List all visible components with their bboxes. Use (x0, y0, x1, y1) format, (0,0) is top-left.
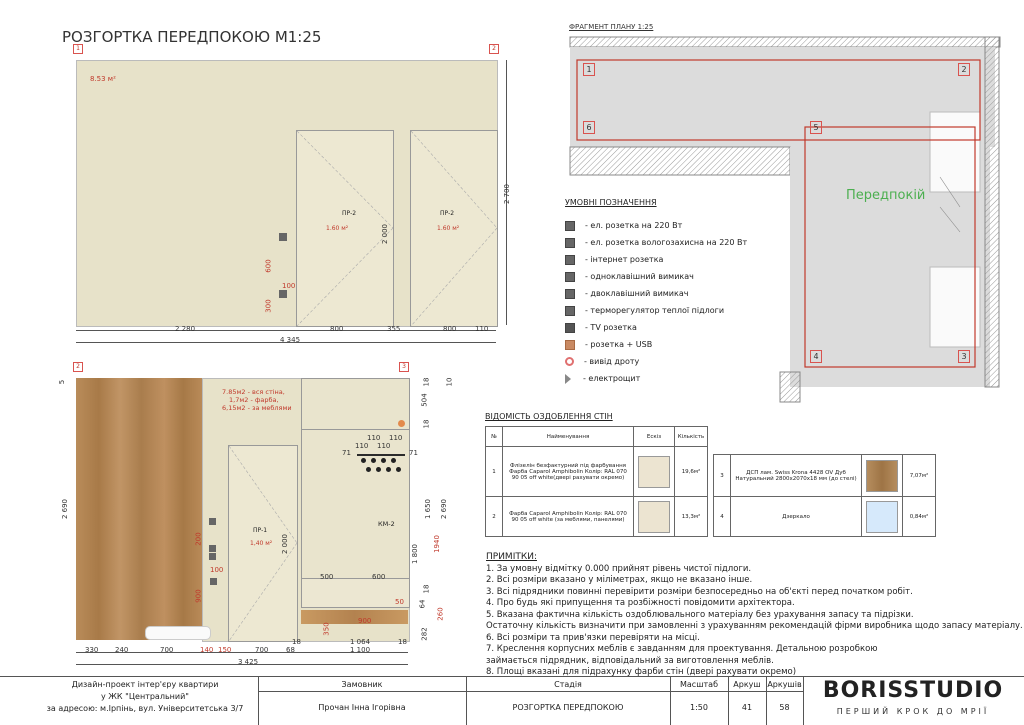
dim-200: 200 (194, 532, 203, 546)
switch-icon (279, 290, 287, 298)
bench-wood (301, 610, 408, 624)
legend-item: - ел. розетка на 220 Вт (565, 217, 795, 234)
project-line: у ЖК "Центральний" (101, 692, 189, 701)
cabinet-label: КМ-2 (378, 520, 395, 528)
sheet-value: 41 (741, 703, 753, 712)
dim-c900: 900 (358, 617, 372, 625)
plan-marker-1: 1 (583, 63, 595, 76)
project-desc (40, 679, 250, 715)
dim-c600: 600 (372, 573, 386, 581)
wire-outlet-icon (565, 357, 574, 366)
dim-600: 600 (264, 259, 273, 273)
dim-1100: 1 100 (350, 646, 371, 654)
door-pr1-label: ПР-1 (253, 527, 268, 534)
dim-700a: 700 (160, 646, 174, 654)
dim-c110c: 110 (355, 442, 369, 450)
wall-2-note-3: 6,15м2 - за меблями (222, 404, 292, 412)
note-line: 3. Всі підрядники повинні перевірити розміри безпосередньо на об'єкті перед початком робіт. (486, 586, 913, 597)
td-sketch (634, 497, 675, 537)
wall-2-note-1: 7.85м2 - вся стіна, (222, 388, 285, 396)
scale-value: 1:50 (690, 703, 708, 712)
socket-icon (209, 518, 216, 525)
plan-marker-6: 6 (583, 121, 595, 134)
td-sketch (862, 497, 903, 537)
single-switch-icon (565, 272, 575, 282)
sheet-header: Аркуш (733, 680, 761, 689)
door-right-area: 1.60 м² (437, 225, 460, 232)
socket-icon (209, 545, 216, 552)
legend-item: - одноклавішний вимикач (565, 268, 795, 285)
dim-door-h2: 2 000 (281, 533, 290, 555)
swatch (638, 456, 670, 488)
sheets-value: 58 (779, 703, 790, 712)
panel-icon (565, 374, 571, 384)
notes-title: ПРИМІТКИ: (486, 552, 537, 562)
dim-line (76, 330, 496, 331)
dim-c50: 50 (395, 598, 404, 606)
legend-item: - інтернет розетка (565, 251, 795, 268)
switch-icon (210, 578, 217, 585)
dim-1800: 1 800 (411, 543, 420, 565)
elevation-tag-1: 1 (73, 44, 83, 54)
note-line: 6. Всі розміри та прив'язки перевіряти на місці. (486, 632, 700, 643)
dim-64: 64 (418, 599, 427, 609)
dim-140: 140 (200, 646, 214, 654)
dim-1650: 1 650 (424, 498, 433, 520)
dim-total: 4 345 (280, 336, 301, 344)
note-line: 7. Креслення корпусних меблів є завданням для проектування. Детальною розробкою (486, 644, 878, 654)
swatch (638, 501, 670, 533)
note-line: 8. Площі вказані для підрахунку фарби стін (двері рахувати окремо) (486, 667, 797, 677)
wire-outlet-icon (398, 420, 405, 427)
dim-282: 282 (420, 627, 429, 641)
swatch (866, 460, 898, 492)
th-n: № (486, 427, 503, 447)
dim-18b: 18 (398, 638, 407, 646)
dim-c71a: 71 (342, 449, 351, 457)
internet-socket-icon (565, 255, 575, 265)
td-name: Фарба Caparol Amphibolin Колір: RAL 070 90 05 off white (за меблями, панелями) (503, 497, 634, 537)
dim-100b: 100 (210, 566, 224, 574)
cabinet-top (301, 378, 410, 430)
dim-height: 2 700 (503, 183, 512, 205)
dim-1064: 1 064 (350, 638, 371, 646)
elevation-tag-3: 3 (399, 362, 409, 372)
legend-item: - двоклавішний вимикач (565, 285, 795, 302)
dim-330: 330 (85, 646, 99, 654)
customer-name: Прочан Інна Ігорівна (318, 703, 406, 712)
dim-300: 300 (264, 299, 273, 313)
wood-panel (76, 378, 202, 640)
waterproof-socket-icon (565, 238, 575, 248)
dim-800a: 800 (330, 325, 344, 333)
socket-icon (279, 233, 287, 241)
dim-door-h: 2 000 (381, 223, 390, 245)
dim-18a: 18 (292, 638, 301, 646)
brand-slogan: ПЕРШИЙ КРОК ДО МРІЇ (836, 707, 990, 716)
note-line: займається підрядник, відповідальний за виготовлення меблів. (486, 655, 774, 666)
td-n: 1 (486, 447, 503, 497)
dim-18c: 18 (422, 377, 431, 387)
page-title: РОЗГОРТКА ПЕРЕДПОКОЮ М1:25 (62, 28, 322, 46)
tv-socket-icon (565, 323, 575, 333)
td-qty: 13,3м² (675, 497, 708, 537)
legend-item: - ел. розетка вологозахисна на 220 Вт (565, 234, 795, 251)
dim-c110a: 110 (367, 434, 381, 442)
legend-title: УМОВНІ ПОЗНАЧЕННЯ (565, 198, 657, 207)
note-line: 1. За умовну відмітку 0.000 прийнят рівень чистої підлоги. (486, 563, 752, 574)
dim-18d: 18 (422, 419, 431, 429)
legend-item: - електрощит (565, 370, 795, 387)
wall-1-area: 8.53 м² (90, 75, 116, 83)
dim-355: 355 (387, 325, 401, 333)
door-left-area: 1.60 м² (326, 225, 349, 232)
dim-800b: 800 (443, 325, 457, 333)
dim-100: 100 (282, 282, 296, 290)
room-label: Передпокій (846, 188, 926, 203)
elevation-tag-2b: 2 (73, 362, 83, 372)
dim-240: 240 (115, 646, 129, 654)
dim-c350: 350 (322, 622, 331, 636)
note-line: 4. Про будь які припущення та розбіжності повідомити архітектора. (486, 598, 795, 608)
finish-table-2 (713, 454, 936, 537)
dim-2690-left: 2 690 (61, 498, 70, 520)
dim-top5: 5 (58, 379, 67, 385)
project-line: за адресою: м.Ірпінь, вул. Університетська 3/7 (46, 704, 244, 713)
elevation-tag-2: 2 (489, 44, 499, 54)
usb-socket-icon (565, 340, 575, 350)
th-name: Найменування (503, 427, 634, 447)
dim-1940: 1940 (432, 535, 441, 553)
plan-title: ФРАГМЕНТ ПЛАНУ 1:25 (569, 23, 654, 31)
legend-item: - розетка + USB (565, 336, 795, 353)
td-qty: 19,6м² (675, 447, 708, 497)
dim-150: 150 (218, 646, 232, 654)
td-sketch (634, 447, 675, 497)
cabinet-shelf (301, 578, 410, 608)
dim-c110b: 110 (389, 434, 403, 442)
door-pr1-area: 1,40 м² (250, 540, 273, 547)
td-name: Флізелін безфактурний під фарбування Фарба Caparol Amphibolin Колір: RAL 070 90 05 off white(двері рахувати окремо) (503, 447, 634, 497)
dim-700b: 700 (255, 646, 269, 654)
project-line: Дизайн-проект інтер'єру квартири (71, 680, 219, 689)
scale-header: Масштаб (679, 680, 719, 689)
dim-c500: 500 (320, 573, 334, 581)
sheets-header: Аркушів (767, 680, 802, 689)
dim-c71b: 71 (409, 449, 418, 457)
legend-item: - терморегулятор теплої підлоги (565, 302, 795, 319)
note-line: 2. Всі розміри вказано у міліметрах, якщо не вказано інше. (486, 575, 753, 585)
legend (565, 198, 795, 387)
td-qty: 0,84м² (903, 497, 936, 537)
plan-marker-2: 2 (958, 63, 970, 76)
door-right-label: ПР-2 (440, 210, 455, 217)
note-line: Остаточну кількість визначити при замовленні з урахуванням рекомендацій фірми виробника щодо запасу матеріалу. (486, 621, 1023, 631)
td-name: Дзеркало (731, 497, 862, 537)
finish-table-title: ВІДОМІСТЬ ОЗДОБЛЕННЯ СТІН (485, 412, 613, 421)
notes (486, 552, 1023, 679)
dim-900: 900 (194, 589, 203, 603)
plan-marker-5: 5 (810, 121, 822, 134)
socket-icon (209, 553, 216, 560)
radiator (145, 626, 211, 640)
th-qty: Кількість (675, 427, 708, 447)
dim-504: 504 (420, 393, 429, 407)
dim-3425: 3 425 (238, 658, 259, 666)
brand-logo: BORISSTUDIO (822, 678, 1004, 703)
dim-18e: 18 (422, 584, 431, 594)
plan-marker-3: 3 (958, 350, 970, 363)
stage-value: РОЗГОРТКА ПЕРЕДПОКОЮ (512, 703, 624, 712)
double-switch-icon (565, 289, 575, 299)
legend-item: - TV розетка (565, 319, 795, 336)
td-qty: 7,07м² (903, 455, 936, 497)
thermostat-icon (565, 306, 575, 316)
dim-2690-right: 2 690 (440, 498, 449, 520)
td-sketch (862, 455, 903, 497)
th-sketch: Ескіз (634, 427, 675, 447)
finish-table (485, 426, 708, 537)
stage-header: Стадія (554, 680, 582, 689)
td-name: ДСП лам. Swiss Krona 4428 OV Дуб Натуральний 2800x2070x18 мм (до стелі) (731, 455, 862, 497)
td-n: 2 (486, 497, 503, 537)
dim-c110d: 110 (377, 442, 391, 450)
dim-260: 260 (436, 607, 445, 621)
dim-110: 110 (475, 325, 489, 333)
wall-2-note-2: 1,7м2 - фарба, (229, 396, 279, 404)
plan-marker-4: 4 (810, 350, 822, 363)
swatch (866, 501, 898, 533)
dim-2280: 2 280 (175, 325, 196, 333)
legend-item: - вивід дроту (565, 353, 795, 370)
td-n: 4 (714, 497, 731, 537)
customer-header: Замовник (341, 680, 383, 689)
td-n: 3 (714, 455, 731, 497)
title-block (0, 676, 1024, 725)
socket-icon (565, 221, 575, 231)
note-line: 5. Вказана фактична кількість оздоблювального матеріалу без урахування запасу та підрізки. (486, 609, 914, 620)
dim-top10: 10 (445, 377, 454, 387)
dim-68: 68 (286, 646, 295, 654)
door-left-label: ПР-2 (342, 210, 357, 217)
